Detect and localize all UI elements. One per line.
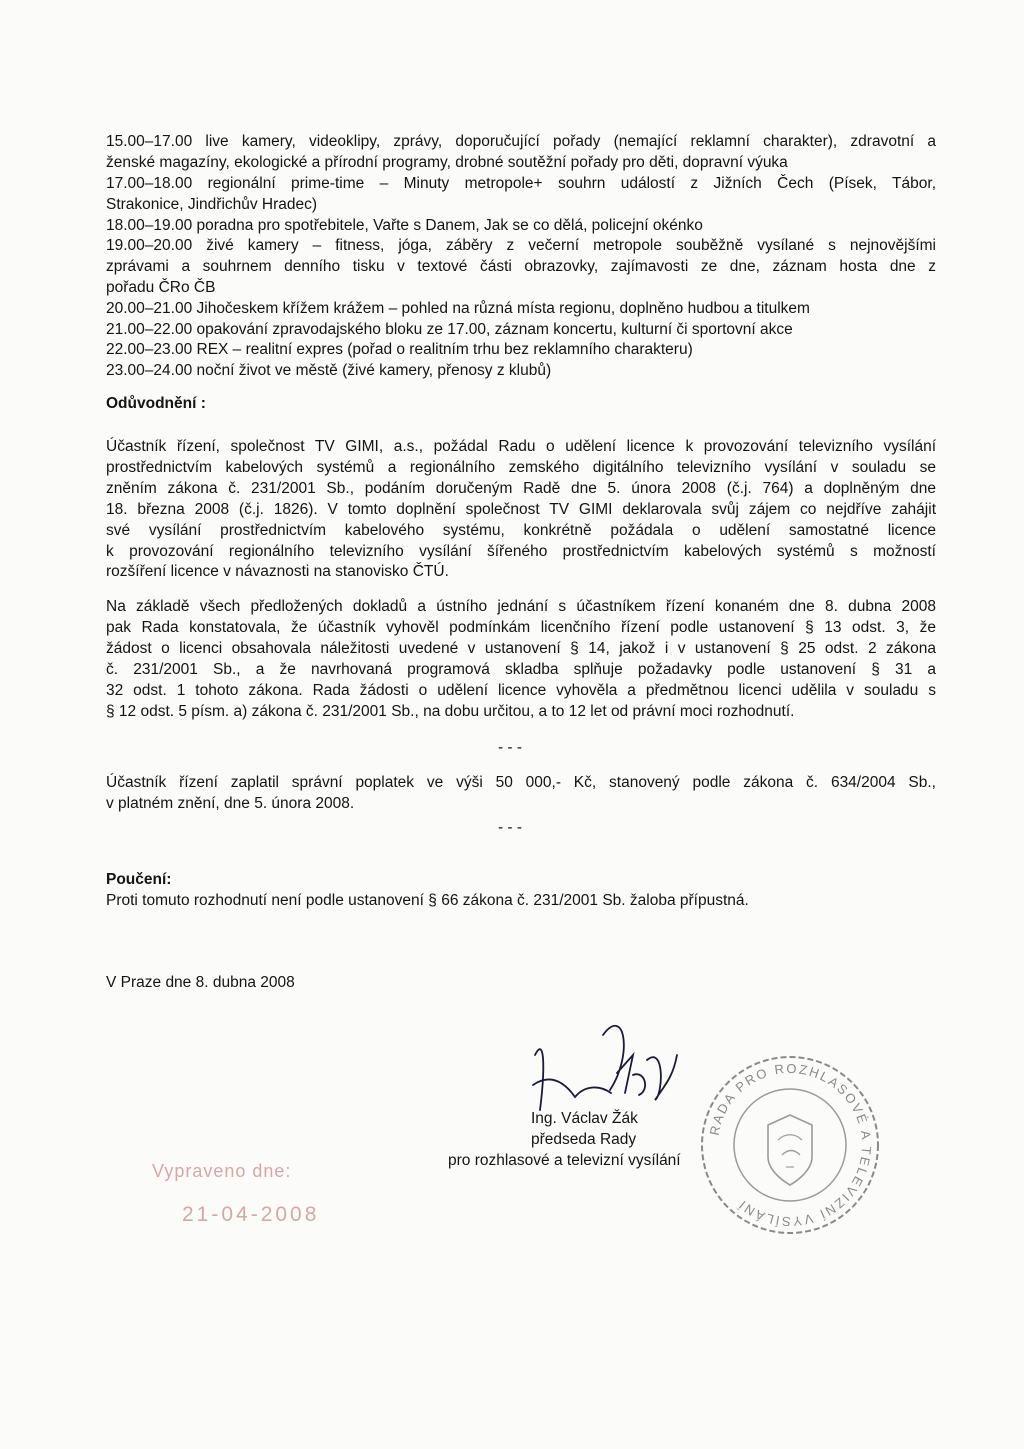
schedule-line: zprávami a souhrnem denního tisku v textové části obrazovky, zajímavosti ze dne, záznam hosta dne z (106, 258, 936, 275)
paragraph-line: prostřednictvím kabelových systémů a regionálního zemského digitálního televizního vysílání v souladu se (106, 459, 936, 476)
schedule-line: 21.00–22.00 opakování zpravodajského bloku ze 17.00, záznam koncertu, kulturní či sportovní akce (106, 321, 793, 338)
schedule-line: Strakonice, Jindřichův Hradec) (106, 196, 318, 213)
paragraph-line: č. 231/2001 Sb., a že navrhovaná programová skladba splňuje požadavky podle ustanovení § 31 a (106, 661, 936, 678)
schedule-line: ženské magazíny, ekologické a přírodní programy, drobné soutěžní pořady pro děti, dopravní výuka (106, 154, 788, 171)
dispatch-stamp-label: Vypraveno dne: (152, 1161, 292, 1181)
separator: - - - (497, 819, 523, 836)
pouceni-heading: Poučení: (106, 871, 172, 888)
place-date: V Praze dne 8. dubna 2008 (106, 974, 295, 991)
schedule-line: 18.00–19.00 poradna pro spotřebitele, Vařte s Danem, Jak se co dělá, policejní okénko (106, 217, 703, 234)
oduvodneni-heading: Odůvodnění : (106, 395, 206, 412)
schedule-line: 17.00–18.00 regionální prime-time – Minuty metropole+ souhrn událostí z Jižních Čech (Písek, Tábor, (106, 175, 936, 192)
signatory-body: pro rozhlasové a televizní vysílání (448, 1152, 681, 1169)
paragraph-line: pak Rada konstatovala, že účastník vyhověl podmínkám licenčního řízení podle ustanovení § 13 odst. 3, že (106, 619, 936, 636)
signatory-role: předseda Rady (531, 1131, 637, 1148)
paragraph-line: své vysílání prostřednictvím kabelového systému, konkrétně požádala o udělení samostatné licence (106, 522, 936, 539)
schedule-line: 19.00–20.00 živé kamery – fitness, jóga, záběry z večerní metropole souběžně vysílané s nejnovějšími (106, 237, 936, 254)
dispatch-stamp-date: 21-04-2008 (182, 1203, 320, 1226)
official-seal (690, 1045, 890, 1245)
schedule-line: 22.00–23.00 REX – realitní expres (pořad o realitním trhu bez reklamního charakteru) (106, 341, 693, 358)
paragraph-line: 32 odst. 1 tohoto zákona. Rada žádosti o udělení licence vyhověla a předmětnou licenci udělila v souladu s (106, 682, 936, 699)
pouceni-text: Proti tomuto rozhodnutí není podle ustanovení § 66 zákona č. 231/2001 Sb. žaloba přípustná. (106, 892, 749, 909)
paragraph-line: k provozování regionálního televizního vysílání šířeného prostřednictvím kabelových systémů s možností (106, 543, 936, 560)
paragraph-line: v platném znění, dne 5. února 2008. (106, 795, 355, 812)
svg-text:RADA PRO ROZHLASOVÉ A TELEVIZN (707, 1061, 875, 1229)
paragraph-line: 18. března 2008 (č.j. 1826). V tomto doplnění společnost TV GIMI deklarovala svůj zájem co nejdříve zahájit (106, 501, 936, 518)
paragraph-line: žádost o licenci obsahovala náležitosti uvedené v ustanovení § 14, jakož i v ustanovení § 25 odst. 2 zákona (106, 640, 936, 657)
seal-text: RADA PRO ROZHLASOVÉ A TELEVIZNÍ VYSÍLÁNÍ (706, 1060, 875, 1230)
schedule-line: 15.00–17.00 live kamery, videoklipy, zprávy, doporučující pořady (nemající reklamní charakter), zdravotní a (106, 133, 936, 150)
schedule-line: 23.00–24.00 noční život ve městě (živé kamery, přenosy z klubů) (106, 362, 552, 379)
separator: - - - (497, 739, 523, 756)
schedule-line: 20.00–21.00 Jihočeskem křížem krážem – pohled na různá místa regionu, doplněno hudbou a titulkem (106, 300, 810, 317)
paragraph-line: Na základě všech předložených dokladů a ústního jednání s účastníkem řízení konaném dne 8. dubna 2008 (106, 598, 936, 615)
signatory-name: Ing. Václav Žák (531, 1110, 638, 1127)
paragraph-line: Účastník řízení, společnost TV GIMI, a.s., požádal Radu o udělení licence k provozování televizního vysílání (106, 438, 936, 455)
paragraph-line: § 12 odst. 5 písm. a) zákona č. 231/2001 Sb., na dobu určitou, a to 12 let od právní moci rozhodnutí. (106, 703, 795, 720)
paragraph-line: Účastník řízení zaplatil správní poplatek ve výši 50 000,- Kč, stanovený podle zákona č. 634/2004 Sb., (106, 774, 936, 791)
schedule-line: pořadu ČRo ČB (106, 279, 216, 296)
paragraph-line: rozšíření licence v návaznosti na stanovisko ČTÚ. (106, 563, 449, 580)
paragraph-line: zněním zákona č. 231/2001 Sb., podáním doručeným Radě dne 5. února 2008 (č.j. 764) a doplněným dne (106, 480, 936, 497)
